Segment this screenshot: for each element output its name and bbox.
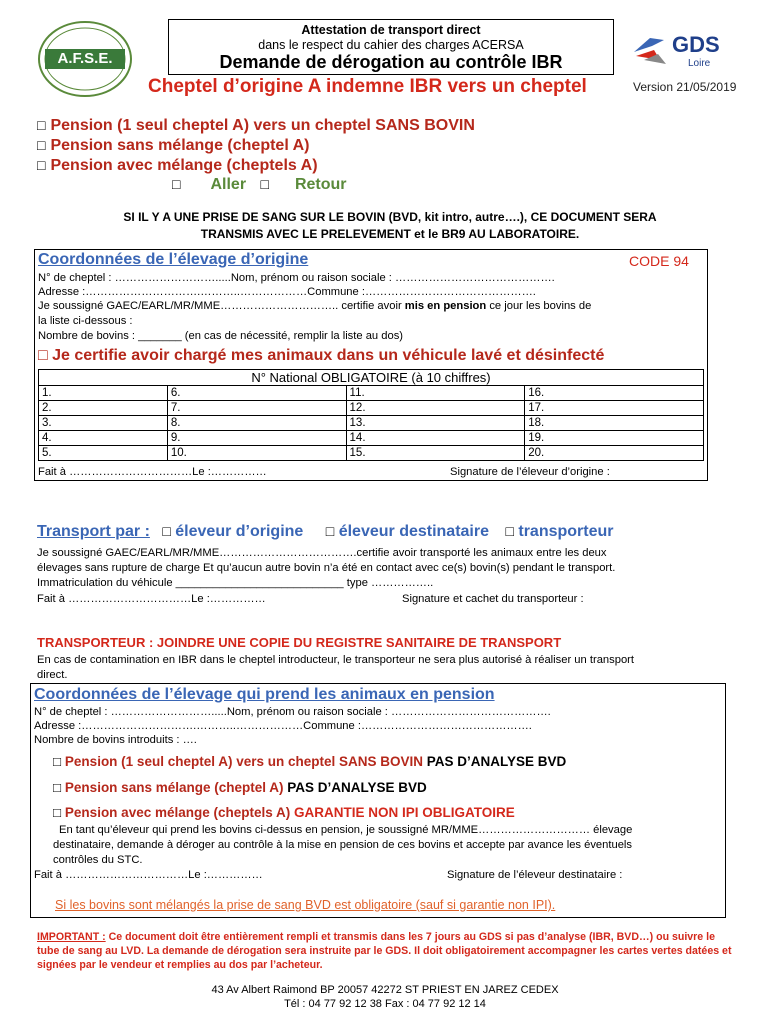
origin-fait-line[interactable]: Fait à ……………………………Le :…………… (38, 466, 267, 478)
checkbox[interactable]: □ (53, 754, 62, 769)
pension-address-line[interactable]: Adresse :………………………….………..………………Commune :………………………………………. (34, 720, 532, 732)
afse-logo-text: A.F.S.E. (57, 50, 113, 67)
footer-address: 43 Av Albert Raimond BP 20057 42272 ST PRIEST EN JAREZ CEDEX (211, 984, 559, 996)
transport-signature: Signature et cachet du transporteur : (402, 593, 584, 605)
checkbox[interactable]: □ (37, 117, 46, 133)
gds-logo-sub: Loire (688, 58, 711, 69)
origin-list-line: la liste ci-dessous : (38, 315, 133, 327)
pension-option-sans-melange[interactable]: □ Pension sans mélange (cheptel A) PAS D’ANALYSE BVD (53, 780, 427, 795)
pension-heading: Coordonnées de l’élevage qui prend les animaux en pension (34, 686, 495, 703)
pension-fait-line[interactable]: Fait à ……………………………Le :…………… (34, 869, 263, 881)
transport-vehicle-line[interactable]: Immatriculation du véhicule ___________________________ type …………….. (37, 577, 434, 589)
table-row: 5. 10. 15. 20. (39, 446, 704, 461)
transporteur-notice: TRANSPORTEUR : JOINDRE UNE COPIE DU REGISTRE SANITAIRE DE TRANSPORT (37, 635, 562, 650)
retour-checkbox[interactable]: □ (260, 176, 269, 192)
pension-option-avec-melange[interactable]: □ Pension avec mélange (cheptels A) GARANTIE NON IPI OBLIGATOIRE (53, 805, 515, 820)
table-header: N° National OBLIGATOIRE (à 10 chiffres) (39, 370, 704, 386)
transport-line2: élevages sans rupture de charge Et qu’aucun autre bovin n’a été en contact avec ce(s) bovin(s) pendant le transport. (37, 562, 616, 574)
aller-checkbox[interactable]: □ (172, 176, 181, 192)
checkbox[interactable]: □ (325, 523, 335, 539)
bvd-note: Si les bovins sont mélangés la prise de sang BVD est obligatoire (sauf si garantie non IPI). (55, 898, 556, 912)
title-box (168, 19, 614, 75)
code-label: CODE 94 (629, 253, 689, 269)
transport-option-transporteur: transporteur (518, 523, 614, 540)
transport-option-origine: éleveur d’origine (175, 523, 304, 540)
origin-address-line[interactable]: Adresse :………………………….………..………………Commune :………………………………………. (38, 286, 536, 298)
origin-heading: Coordonnées de l’élevage d’origine (38, 251, 309, 268)
transporteur-line1: En cas de contamination en IBR dans le cheptel introducteur, le transporteur ne sera plus autorisé à réaliser un transport (37, 654, 635, 666)
pension-certify-line2: destinataire, demande à déroger au contrôle à la mise en pension de ces bovins et accepte par avance les éventuels (53, 839, 633, 851)
gds-logo (630, 30, 748, 70)
national-number-table (38, 369, 704, 461)
origin-count-line[interactable]: Nombre de bovins : _______ (en cas de nécessité, remplir la liste au dos) (38, 330, 404, 342)
checkbox[interactable]: □ (53, 805, 62, 820)
option-pension-avec-melange[interactable]: □ Pension avec mélange (cheptels A) (37, 157, 318, 174)
transport-fait-line[interactable]: Fait à ……………………………Le :…………… (37, 593, 266, 605)
version-label: Version 21/05/2019 (633, 80, 737, 94)
pension-certify-line3: contrôles du STC. (53, 854, 143, 866)
transport-heading-row (37, 523, 614, 541)
table-row: 2. 7. 12. 17. (39, 401, 704, 416)
title-line1: Attestation de transport direct (301, 23, 481, 37)
origin-certify-line[interactable]: Je soussigné GAEC/EARL/MR/MME………………………….. certifie avoir mis en pension ce jour les bovins de (38, 300, 592, 312)
transporteur-line2: direct. (37, 669, 68, 681)
warning-block: SI IL Y A UNE PRISE DE SANG SUR LE BOVIN (BVD, kit intro, autre….), CE DOCUMENT SERA TRANSMIS AVEC LE PRELEVEMENT et le BR9 AU LABORATOIRE. (123, 210, 657, 241)
pension-option-sans-bovin[interactable]: □ Pension (1 seul cheptel A) vers un cheptel SANS BOVIN PAS D’ANALYSE BVD (53, 754, 567, 769)
origin-cheptel-line[interactable]: N° de cheptel : ……………………….....Nom, prénom ou raison sociale : ……………………………………. (38, 272, 555, 284)
checkbox[interactable]: □ (37, 137, 46, 153)
table-row: 1. 6. 11. 16. (39, 386, 704, 401)
aller-label: Aller (210, 176, 247, 193)
checkbox[interactable]: □ (162, 523, 171, 539)
table-row: 3. 8. 13. 18. (39, 416, 704, 431)
title-line3: Demande de dérogation au contrôle IBR (219, 52, 563, 72)
pension-cheptel-line[interactable]: N° de cheptel : ……………………….....Nom, prénom ou raison sociale : ……………………………………. (34, 706, 551, 718)
checkbox[interactable]: □ (53, 780, 62, 795)
origin-signature: Signature de l’éleveur d’origine : (450, 466, 610, 478)
red-title: Cheptel d’origine A indemne IBR vers un cheptel (148, 76, 587, 97)
important-notice: IMPORTANT : Ce document doit être entièrement rempli et transmis dans les 7 jours au GDS si pas d’analyse (IBR, BVD…) ou suivre le tube de sang au LVD. La demande de dérogation sera instruite par le GDS. Il doit obligatoirement accompagner les cartes vertes datées et signées par le vendeur et remplies au dos par l’acheteur. (37, 931, 732, 971)
option-pension-sans-melange[interactable]: □ Pension sans mélange (cheptel A) (37, 137, 310, 154)
pension-section (30, 683, 726, 918)
afse-logo (37, 20, 133, 98)
gds-logo-text: GDS (672, 32, 720, 57)
pension-certify-line1[interactable]: En tant qu’éleveur qui prend les bovins ci-dessus en pension, je soussigné MR/MME………………………… élevage (59, 824, 633, 836)
transport-option-destinataire: éleveur destinataire (338, 523, 489, 540)
certify-checkbox-line[interactable]: □ Je certifie avoir chargé mes animaux dans un véhicule lavé et désinfecté (38, 347, 605, 364)
checkbox[interactable]: □ (37, 157, 46, 173)
retour-label: Retour (294, 176, 347, 193)
origin-section (34, 249, 708, 481)
transport-line1[interactable]: Je soussigné GAEC/EARL/MR/MME……………………………….certifie avoir transporté les animaux entre les deux (37, 547, 607, 559)
checkbox[interactable]: □ (505, 523, 514, 539)
table-row: 4. 9. 14. 19. (39, 431, 704, 446)
pension-count-line[interactable]: Nombre de bovins introduits : …. (34, 734, 197, 746)
pension-signature: Signature de l’éleveur destinataire : (447, 869, 623, 881)
title-line2: dans le respect du cahier des charges ACERSA (258, 38, 524, 52)
transport-heading: Transport par : (37, 523, 150, 540)
footer-phone: Tél : 04 77 92 12 38 Fax : 04 77 92 12 14 (284, 998, 486, 1010)
aller-retour-row (172, 176, 347, 194)
option-pension-sans-bovin[interactable]: □ Pension (1 seul cheptel A) vers un cheptel SANS BOVIN (37, 117, 475, 134)
